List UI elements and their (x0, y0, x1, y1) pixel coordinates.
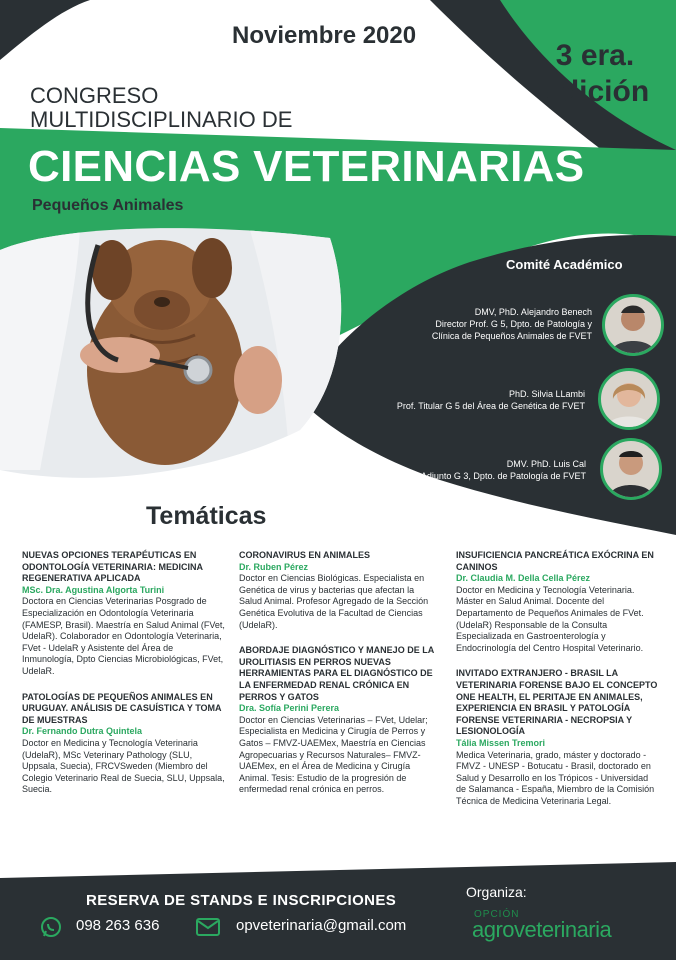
main-title: CIENCIAS VETERINARIAS (28, 142, 585, 191)
organizer-logo-top: OPCIÓN (474, 909, 520, 920)
topic-title: INVITADO EXTRANJERO - BRASIL LA VETERINARIA FORENSE BAJO EL CONCEPTO ONE HEALTH, EL PERITAJE EN ANIMALES, EXPERIENCIA EN BRASIL Y PATOLOGÍA FORENSE VETERINARIA - NECROPSIA Y LESIONOLOGÍA (456, 668, 658, 737)
topic-title: CORONAVIRUS EN ANIMALES (239, 550, 371, 560)
member-name: DMV, PhD. Alejandro Benech (474, 307, 592, 317)
reserva-heading: RESERVA DE STANDS E INSCRIPCIONES (86, 892, 397, 909)
topic-speaker: Dra. Sofía Perini Perera (239, 703, 340, 714)
member-role: Prof. Adjunto G 3, Dpto. de Patología de FVET (399, 471, 586, 481)
committee-member-benech (330, 306, 592, 342)
topic-title: PATOLOGÍAS DE PEQUEÑOS ANIMALES EN URUGUAY. ANÁLISIS DE CASUÍSTICA Y TOMA DE MUESTRAS (22, 691, 222, 725)
topics-column-3 (456, 550, 660, 807)
event-date: Noviembre 2020 (232, 22, 417, 49)
subtitle: Pequeños Animales (32, 197, 184, 214)
topic-bio: Doctor en Ciencias Veterinarias – FVet, Udelar; Especialista en Medicina y Cirugía de Perros y Gatos – FMVZ-UAEMex, Maestría en Ciencias Agropecuarias y Recursos Naturales– FMVZ-UAEMex, en el Área de Medicina y Cirugía Animal. Tesis: Estudio de la progresión de enfermedad renal crónica en perros. (239, 714, 428, 795)
member-role-cont: Clínica de Pequeños Animales de FVET (431, 331, 592, 341)
edition-number: 3 era. (555, 39, 635, 72)
committee-member-llambi (330, 388, 585, 412)
congress-line-2: MULTIDISCIPLINARIO DE (30, 107, 293, 133)
topic-speaker: Dr. Claudia M. Della Cella Pérez (456, 573, 591, 584)
member-name: PhD. Silvia LLambi (508, 389, 585, 399)
avatar-llambi (598, 368, 660, 430)
avatar-benech (602, 294, 664, 356)
whatsapp-icon (40, 916, 62, 938)
email-icon (196, 918, 220, 936)
topics-column-1 (22, 550, 227, 796)
topic-title: ABORDAJE DIAGNÓSTICO Y MANEJO DE LA UROLITIASIS EN PERROS NUEVAS HERRAMIENTAS PARA EL DIAGNÓSTICO DE LA ENFERMEDAD RENAL CRÓNICA EN PERROS Y GATOS (239, 645, 434, 702)
topic-speaker: Dr. Fernando Dutra Quintela (22, 726, 143, 737)
topic-speaker: MSc. Dra. Agustina Algorta Turini (22, 584, 165, 595)
topic-title: NUEVAS OPCIONES TERAPÉUTICAS EN ODONTOLOGÍA VETERINARIA: MEDICINA REGENERATIVA APLICADA (22, 550, 203, 584)
committee-heading: Comité Académico (506, 257, 623, 272)
member-role: Prof. Titular G 5 del Área de Genética de FVET (396, 401, 585, 411)
member-role: Director Prof. G 5, Dpto. de Patología y (435, 319, 592, 329)
member-name: DMV. PhD. Luis Cal (506, 459, 586, 469)
avatar-cal (600, 438, 662, 500)
congress-heading (30, 84, 292, 132)
topics-column-2 (239, 550, 439, 796)
topic-bio: Doctor en Medicina y Tecnología Veterinaria (UdelaR), MSc Veterinary Pathology (SLU, Uppsala, Suecia), FRCVSweden (Miembro del Colegio Veterinario Real de Suecia, SLU, Uppsala, Suecia. (22, 737, 225, 795)
footer-dark-shape (0, 862, 676, 960)
topic-bio: Doctora en Ciencias Veterinarias Posgrado de Especialización en Odontología Veterinaria (FAMESP, Brasil). Maestría en Salud Animal (FVet, UdelaR). Colaborador en Odontología Veterinaria, FVet - UdelaR y Asistente del Área de Inmunología, Dpto Ciencias Microbiológicas, FVet, UdelaR. (22, 596, 225, 676)
edition-badge (520, 38, 670, 110)
organiza-label: Organiza: (466, 884, 527, 900)
topic-speaker: Dr. Ruben Pérez (239, 561, 309, 572)
puppy-photo (0, 220, 360, 500)
tematicas-heading: Temáticas (146, 502, 267, 530)
top-left-dark-shape (0, 0, 90, 60)
organizer-logo-main: agroveterinaria (472, 917, 612, 942)
topic-bio: Medica Veterinaria, grado, máster y doctorado - FMVZ - UNESP - Botucatu - Brasil, doctorado en Salud y Desarrollo en los Trópicos - Universidad de Salamanca - España, Miembro de la Comisión Técnica de Medicina Veterinaria Legal. (456, 749, 655, 806)
topic-speaker: Tália Missen Tremori (456, 737, 546, 748)
email-address[interactable]: opveterinaria@gmail.com (236, 917, 407, 934)
phone-number[interactable]: 098 263 636 (76, 917, 160, 934)
edition-label: Edición (540, 75, 650, 108)
committee-member-cal (330, 458, 586, 482)
topic-title: INSUFICIENCIA PANCREÁTICA EXÓCRINA EN CANINOS (456, 550, 654, 572)
topic-bio: Doctor en Ciencias Biológicas. Especialista en Genética de virus y bacterias que afectan la Salud Animal. Profesor Agregado de la Sección Genética Evolutiva de la Facultad de Ciencias (UdelaR). (239, 573, 429, 630)
topic-bio: Doctor en Medicina y Tecnología Veterinaria. Máster en Salud Animal. Docente del Departamento de Pequeños Animales de FVet. (UdelaR) Responsable de la Consulta Especializada en Gastroenterología y Endocrinología del Centro Hospital Veterinario. (456, 584, 644, 653)
congress-line-1: CONGRESO (30, 83, 159, 108)
